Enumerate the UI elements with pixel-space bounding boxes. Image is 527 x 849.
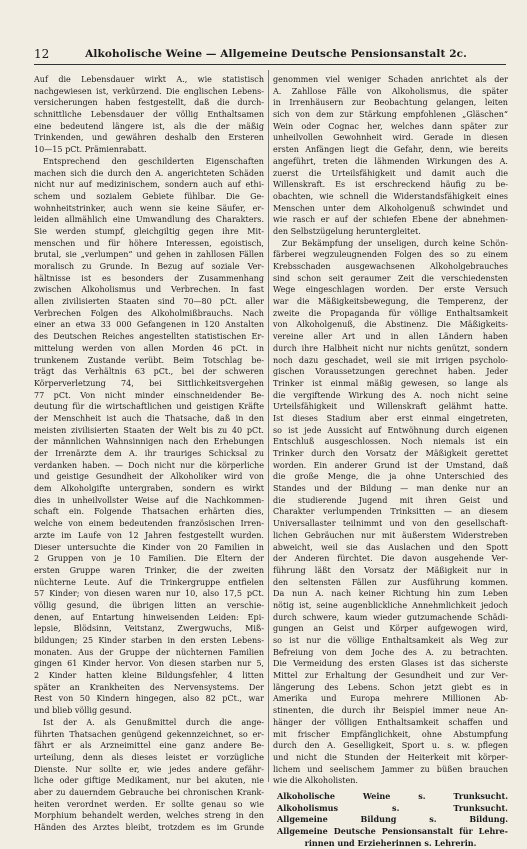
text-line: hänger der völligen Enthaltsamkeit schaffen und xyxy=(273,717,508,727)
text-line: stinenten, die durch ihr Beispiel immer neue An- xyxy=(273,706,508,716)
text-line: brutal, sie „verlumpen“ und gehen in zahllosen Fällen xyxy=(34,250,264,260)
text-line: Zur Bekämpfung der unseligen, durch keine Schön- xyxy=(282,238,508,248)
text-line: Verbrechen Folgen des Alkoholmißbrauchs. Nach xyxy=(34,308,264,318)
page-number: 12 xyxy=(34,47,50,61)
text-line: und nicht die Stunden der Heiterkeit mit körper- xyxy=(273,752,508,762)
text-line: worden. Ein anderer Grund ist der Umstand, daß xyxy=(273,460,508,470)
text-line: Trinker durch den Vorsatz der Mäßigkeit gerettet xyxy=(273,449,508,458)
text-line: welche von einem bedeutenden französischen Irren- xyxy=(34,519,264,529)
text-line: abweicht, weil sie das Auslachen und den Spott xyxy=(273,542,508,552)
text-line: obachten, wie schnell die Widerstandsfähigkeit eines xyxy=(273,191,508,201)
text-line: mittelung werden von allen Morden 46 pCt. in xyxy=(34,343,264,353)
text-line: meisten zivilisierten Staaten der Welt bis zu 40 pCt. xyxy=(34,425,264,435)
text-line: Mittel zur Erhaltung der Gesundheit und zur Ver- xyxy=(273,671,508,681)
text-line: 77 pCt. Von nicht minder einschneidender Be- xyxy=(34,390,264,400)
text-line: Körperverletzung 74, bei Sittlichkeitsvergehen xyxy=(34,378,264,388)
text-line: schaft ein. Folgende Thatsachen erhärten dies, xyxy=(34,507,264,517)
text-line: Sie werden stumpf, gleichgiltig gegen ihre Mit- xyxy=(34,226,264,236)
text-line: färberei wegzuleugnenden Folgen des so zu einem xyxy=(273,250,508,260)
text-line: lepsie, Blödsinn, Veitstanz, Zwergwuchs, Miß- xyxy=(34,624,264,634)
text-line: der Irrenärzte dem A. ihr trauriges Schicksal zu xyxy=(34,449,264,458)
text-line: ersten Anfängen liegt die Gefahr, denn, wie bereits xyxy=(273,145,508,155)
text-line: Standes und der Bildung — man denke nur an xyxy=(273,484,508,494)
text-line: lichen Gebräuchen nur mit äußerstem Widerstreben xyxy=(273,530,508,540)
text-line: trägt das Verhältnis 63 pCt., bei der schweren xyxy=(34,367,264,377)
text-line: genommen viel weniger Schaden anrichtet als der xyxy=(273,75,508,84)
text-line: nötig ist, seine augenblickliche Annehmlichkeit jedoch xyxy=(273,600,508,610)
text-line: bildungen; 25 Kinder starben in den ersten Lebens- xyxy=(34,636,264,645)
text-line: noch dazu geschadet, weil sie mit irrigen psycholo- xyxy=(273,355,508,365)
text-line: nicht nur auf medizinischem, sondern auch auf ethi- xyxy=(34,180,264,190)
text-line: moralisch zu Grunde. In Bezug auf soziale Ver- xyxy=(34,262,264,271)
text-line: sind schon seit geraumer Zeit die verschiedensten xyxy=(273,273,508,283)
text-line: Willenskraft. Es ist erschreckend häufig zu be- xyxy=(273,180,508,190)
text-line: schem und sozialem Gebiete fühlbar. Die Ge- xyxy=(34,191,264,201)
text-line: leiden allmählich eine Umwandlung des Charakters. xyxy=(34,215,264,225)
text-line: schnittliche Lebensdauer der völlig Enthaltsamen xyxy=(34,110,264,120)
text-line: mit frischer Empfänglichkeit, ohne Abstumpfung xyxy=(273,729,508,739)
text-line: Allgemeine Deutsche Pensionsanstalt für Lehre- xyxy=(277,826,508,836)
text-line: die studierende Jugend mit ihren Geist und xyxy=(273,495,508,505)
text-line: in Irrenhäusern zur Beobachtung gelangen, leiten xyxy=(273,98,508,108)
text-line: trunkenem Zustande verübt. Beim Totschlag be- xyxy=(34,355,264,365)
text-line: arzte im Laufe von 12 Jahren festgestellt wurden. xyxy=(34,530,264,540)
text-line: lichem und seelischem Jammer zu büßen brauchen xyxy=(273,764,508,774)
text-line: Entsprechend den geschilderten Eigenschaften xyxy=(43,156,264,166)
text-line: Menschen unter dem Alkoholgenuß schwindet und xyxy=(273,203,508,213)
text-line: Krebsschaden ausgewachsenen Alkoholgebrauches xyxy=(273,262,508,271)
text-line: der Anderen fürchtet. Die davon ausgehende Ver- xyxy=(273,554,508,564)
text-line: des Deutschen Reiches angestellten statistischen Er- xyxy=(34,332,264,342)
text-line: Allgemeine Bildung s. Bildung. xyxy=(277,814,508,825)
text-line: völlig gesund, die übrigen litten an verschie- xyxy=(34,600,264,610)
text-line: von Alkoholgenuß, die Abstinenz. Die Mäßigkeits- xyxy=(273,320,508,330)
page-header xyxy=(34,47,496,61)
text-line: der männlichen Wahnsinnigen nach den Erhebungen xyxy=(34,437,264,447)
text-line: urteilung, denn als dieses leistet er vorzügliche xyxy=(34,752,264,762)
text-line: Wein oder Cognac her, welches dann später zur xyxy=(273,121,508,131)
text-line: vereine aller Art und in allen Ländern haben xyxy=(273,332,508,342)
text-line: Trinker ist einmal mäßig gewesen, so lange als xyxy=(273,378,508,388)
text-line: Händen des Arztes bleibt, trotzdem es im Grunde xyxy=(34,823,264,832)
text-line: und blieb völlig gesund. xyxy=(34,706,132,716)
text-line: Charakter verlumpenden Trinksitten — an diesem xyxy=(273,507,508,517)
text-line: heiten verordnet werden. Er sollte genau so wie xyxy=(34,799,264,809)
text-line: führung läßt den Vorsatz der Mäßigkeit nur in xyxy=(273,565,508,575)
text-line: versicherungen haben festgestellt, daß die durch- xyxy=(34,98,264,108)
text-line: Alkoholische Weine s. Trunksucht. xyxy=(277,790,508,801)
text-line: und geistige Gesundheit der Alkoholiker wird von xyxy=(34,472,264,482)
text-line: Urteilsfähigkeit und Willenskraft gelähmt hatte. xyxy=(273,402,508,412)
text-line: Wege eingeschlagen worden. Der erste Versuch xyxy=(273,285,508,295)
text-line: war die Mäßigkeitsbewegung, die Temperenz, der xyxy=(273,297,508,307)
text-line: gischen Voraussetzungen gerechnet haben. Jeder xyxy=(273,367,508,377)
text-line: 2 Gruppen von je 10 Familien. Die Eltern der xyxy=(34,554,264,564)
text-line: den Selbstzügelung heruntergleitet. xyxy=(273,226,421,236)
text-line: zweite die Propaganda für völlige Enthaltsamkeit xyxy=(273,308,508,318)
text-line: Ist der A. als Genußmittel durch die ange- xyxy=(43,717,264,727)
text-line: unheilvollen Gewohnheit wird. Gerade in diesen xyxy=(273,133,508,143)
text-line: wie die Alkoholisten. xyxy=(273,776,358,786)
text-line: längerung des Lebens. Schon jetzt giebt es in xyxy=(273,682,508,692)
text-line: durch den A. Geselligkeit, Sport u. s. w. pflegen xyxy=(273,741,508,751)
text-line: angeführt, treten die lähmenden Wirkungen des A. xyxy=(273,156,508,166)
text-line: aber zu dauerndem Gebrauche bei chronischen Krank- xyxy=(34,787,264,797)
text-line: nachgewiesen ist, verkürzend. Die englischen Lebens- xyxy=(34,86,264,96)
text-line: fährt er als Arzneimittel eine ganz andere Be- xyxy=(34,741,264,751)
text-line: rinnen und Erzieherinnen s. Lehrerin. xyxy=(304,837,477,848)
text-line: nüchterne Leute. Auf die Trinkergruppe entfielen xyxy=(34,577,264,587)
text-line: deutung für die wirtschaftlichen und geistigen Kräfte xyxy=(34,402,264,412)
text-line: einer an etwa 33 000 Gefangenen in 120 Anstalten xyxy=(34,320,264,330)
text-line: hältnisse ist es besonders der Zusammenhang xyxy=(34,273,264,283)
text-line: 10—15 pCt. Prämienrabatt. xyxy=(34,145,147,155)
text-line: 57 Kinder; von diesen waren nur 10, also 17,5 pCt. xyxy=(34,589,264,599)
text-line: Morphium behandelt werden, welches streng in den xyxy=(34,811,264,821)
column-divider xyxy=(268,70,269,782)
text-line: machen sich die durch den A. angerichteten Schäden xyxy=(34,168,264,178)
text-line: liche oder giftige Medikament, nur bei akuten, nie xyxy=(34,776,264,786)
text-line: zwischen Alkoholismus und Verbrechen. In fast xyxy=(34,285,264,295)
text-line: verdanken haben. — Doch nicht nur die körperliche xyxy=(34,460,264,470)
text-line: Trinkenden, und gewähren deshalb den Ersteren xyxy=(34,133,264,143)
text-line: die vergiftende Wirkung des A. noch nicht seine xyxy=(273,390,508,400)
text-line: Ist dieses Stadium aber erst einmal eingetreten, xyxy=(273,413,508,423)
text-line: später an Krankheiten des Nervensystems. Der xyxy=(34,682,264,692)
text-line: ersten Gruppe waren Trinker, die der zweiten xyxy=(34,565,264,575)
text-line: durch ihre Halbheit nicht nur nichts genützt, sondern xyxy=(273,343,508,353)
text-line: so ist jede Aussicht auf Entwöhnung durch eigenen xyxy=(273,425,508,435)
text-line: durch schwere, kaum wieder gutzumachende Schädi- xyxy=(273,612,508,622)
text-line: der Menschheit ist auch die Thatsache, daß in den xyxy=(34,413,264,423)
text-line: allen zivilisierten Staaten sind 70—80 pCt. aller xyxy=(34,297,264,307)
text-line: denen, auf Entartung hinweisenden Leiden: Epi- xyxy=(34,612,264,622)
text-line: eine bedeutend längere ist, als die der mäßig xyxy=(34,121,264,131)
header-rule xyxy=(34,64,506,65)
text-line: Dieser untersuchte die Kinder von 20 Familien in xyxy=(34,542,264,552)
text-line: Befreiung von dem Joche des A. zu betrachten. xyxy=(273,647,508,657)
text-line: Da nun A. nach keiner Richtung hin zum Leben xyxy=(273,589,508,599)
right-column xyxy=(273,74,508,849)
text-line: gingen 61 Kinder hervor. Von diesen starben nur 5, xyxy=(34,659,264,669)
text-line: Alkoholismus s. Trunksucht. xyxy=(277,802,508,813)
text-line: Entschluß ausgeschlossen. Noch niemals ist ein xyxy=(273,437,508,447)
text-line: Amerika und Europa mehrere Millionen Ab- xyxy=(273,694,508,704)
text-line: zuerst die Urteilsfähigkeit und damit auch die xyxy=(273,168,508,178)
text-line: führten Thatsachen genügend gekennzeichnet, so er- xyxy=(34,729,264,739)
text-line: den seltensten Fällen zur Ausführung kommen. xyxy=(273,577,508,587)
text-line: Rest von 50 Kindern hingegen, also 82 pCt., war xyxy=(34,694,264,704)
text-line: monaten. Aus der Gruppe der nüchternen Familien xyxy=(34,647,264,657)
text-line: wohnheitstrinker, auch wenn sie keine Säufer, er- xyxy=(34,203,264,213)
text-line: so ist nur die völlige Enthaltsamkeit als Weg zur xyxy=(273,636,508,645)
text-line: die große Menge, die ja ohne Unterschied des xyxy=(273,472,508,482)
text-line: menschen und für höhere Interessen, egoistisch, xyxy=(34,238,264,248)
text-line: Die Vermeidung des ersten Glases ist das sicherste xyxy=(273,659,508,669)
text-line: wie rasch er auf der schiefen Ebene der abnehmen- xyxy=(273,215,508,225)
left-column xyxy=(34,74,264,834)
text-line: A. Zahllose Fälle von Alkoholismus, die später xyxy=(273,86,508,96)
text-line: Auf die Lebensdauer wirkt A., wie statistisch xyxy=(34,75,264,84)
text-line: Universallaster teilnimmt und von den gesellschaft- xyxy=(273,519,508,529)
text-line: gungen an Geist und Körper aufgewogen wird, xyxy=(273,624,508,634)
text-line: 2 Kinder hatten kleine Bildungsfehler, 4 litten xyxy=(34,671,264,681)
text-line: Dienste. Nur sollte er, wie jedes andere gefähr- xyxy=(34,764,264,774)
text-line: dem Alkoholgifte untergraben, sondern es wirkt xyxy=(34,484,264,494)
running-title: Alkoholische Weine — Allgemeine Deutsche Pensionsanstalt 2c. xyxy=(85,48,467,60)
text-line: sich von dem zur Stärkung empfohlenen „Gläschen“ xyxy=(273,110,508,120)
text-line: dies in unheilvollster Weise auf die Nachkommen- xyxy=(34,495,264,505)
